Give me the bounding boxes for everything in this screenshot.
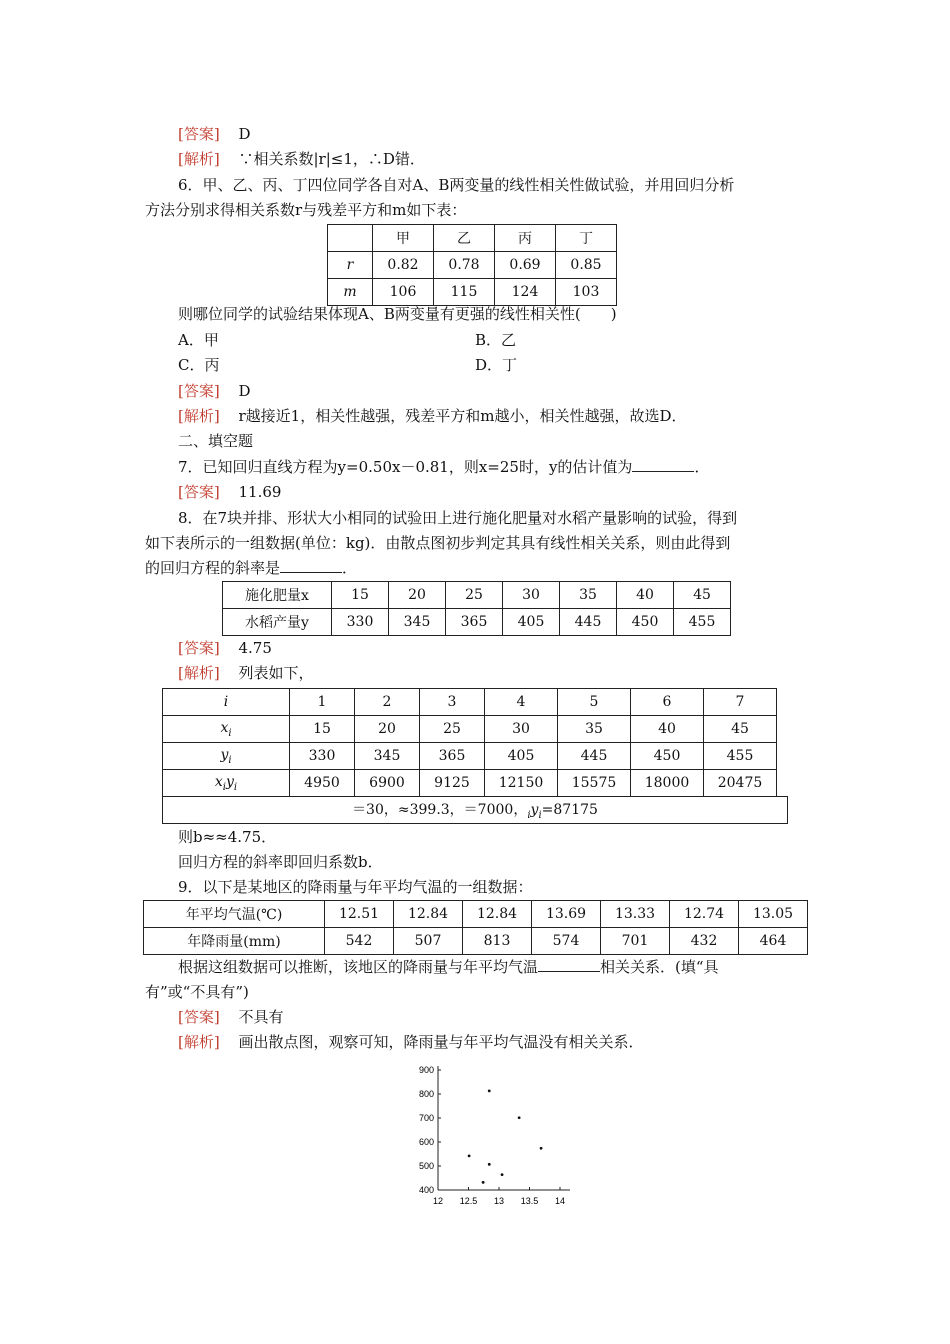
q6-answer-line bbox=[178, 381, 251, 401]
table-cell: 12.84 bbox=[463, 901, 532, 928]
table-cell: 13.33 bbox=[601, 901, 670, 928]
analysis-tag: [解析] bbox=[178, 407, 220, 425]
table-cell: 18000 bbox=[631, 770, 704, 797]
answer-tag: [答案] bbox=[178, 382, 220, 400]
section-heading: 二、填空题 bbox=[178, 432, 254, 450]
answer-value: D bbox=[238, 125, 251, 143]
table-cell: 9125 bbox=[420, 770, 485, 797]
q5-answer-line bbox=[178, 124, 251, 144]
table-cell: 40 bbox=[631, 716, 704, 743]
table-cell: 3 bbox=[420, 689, 485, 716]
table-cell: 106 bbox=[373, 279, 434, 306]
analysis-text: ∵相关系数|r|≤1，∴D错． bbox=[238, 150, 425, 168]
table-row bbox=[163, 716, 777, 743]
table-cell: 45 bbox=[704, 716, 777, 743]
scatter-point bbox=[482, 1181, 485, 1184]
table-cell: 年降雨量(mm) bbox=[144, 928, 325, 955]
table-row bbox=[223, 609, 731, 636]
table-cell: 15 bbox=[332, 582, 389, 609]
answer-tag: [答案] bbox=[178, 125, 220, 143]
q6-stem-line1: 6．甲、乙、丙、丁四位同学各自对A、B两变量的线性相关性做试验，并用回归分析 bbox=[178, 176, 735, 194]
q8-line3-text: 的回归方程的斜率是 bbox=[145, 559, 281, 577]
table-cell: 20 bbox=[389, 582, 446, 609]
q7-stem-end: ． bbox=[694, 458, 710, 476]
table-cell: 405 bbox=[485, 743, 558, 770]
q6-option-d: D．丁 bbox=[475, 356, 518, 374]
table-cell: 464 bbox=[739, 928, 808, 955]
table-cell: 445 bbox=[558, 743, 631, 770]
scatter-point bbox=[468, 1155, 471, 1158]
q6-option-b: B．乙 bbox=[475, 331, 517, 349]
y-tick-label: 800 bbox=[418, 1089, 434, 1099]
table-cell: 0.85 bbox=[556, 252, 617, 279]
x-tick-label: 14 bbox=[554, 1196, 566, 1206]
table-cell: 15 bbox=[290, 716, 355, 743]
q6-option-c: C．丙 bbox=[178, 356, 220, 374]
table-cell: 7 bbox=[704, 689, 777, 716]
table-row bbox=[144, 901, 808, 928]
q9-table bbox=[143, 900, 808, 955]
scatter-point bbox=[540, 1147, 543, 1150]
table-cell: 6 bbox=[631, 689, 704, 716]
y-tick-label: 500 bbox=[418, 1161, 434, 1171]
scatter-point bbox=[488, 1163, 491, 1166]
q9-stem: 9．以下是某地区的降雨量与年平均气温的一组数据： bbox=[178, 878, 533, 896]
table-row bbox=[223, 582, 731, 609]
summary-text: ＝30，≈399.3，＝7000， bbox=[352, 802, 528, 818]
q8-line3 bbox=[145, 558, 357, 578]
q9-line1-text: 根据这组数据可以推断，该地区的降雨量与年平均气温 bbox=[178, 958, 539, 976]
table-cell: 35 bbox=[558, 716, 631, 743]
answer-blank bbox=[632, 457, 694, 472]
q8-analysis-line bbox=[178, 663, 314, 683]
table-cell: 345 bbox=[355, 743, 420, 770]
table-cell: 20 bbox=[355, 716, 420, 743]
table-cell: m bbox=[328, 279, 373, 306]
summary-end: =87175 bbox=[541, 802, 598, 818]
table-cell: 12.51 bbox=[325, 901, 394, 928]
q9-line1 bbox=[178, 957, 719, 977]
q8-calc-table bbox=[162, 688, 777, 797]
answer-tag: [答案] bbox=[178, 483, 220, 501]
q8-calc-summary: ＝30，≈399.3，＝7000，$_iy_i=87175$ bbox=[162, 796, 788, 824]
table-cell: 330 bbox=[332, 609, 389, 636]
table-cell: 345 bbox=[389, 609, 446, 636]
table-cell: 455 bbox=[704, 743, 777, 770]
x-tick-label: 12.5 bbox=[459, 1196, 478, 1206]
x-tick-label: 12 bbox=[432, 1196, 444, 1206]
table-cell: 丙 bbox=[495, 225, 556, 252]
table-row bbox=[328, 279, 617, 306]
table-cell: 115 bbox=[434, 279, 495, 306]
answer-blank bbox=[538, 957, 600, 972]
table-cell: 甲 bbox=[373, 225, 434, 252]
table-cell: $x_iy_i$ bbox=[163, 770, 290, 797]
analysis-text: r越接近1，相关性越强，残差平方和m越小，相关性越强，故选D． bbox=[238, 407, 687, 425]
q6-option-a: A．甲 bbox=[178, 331, 219, 349]
answer-blank bbox=[280, 558, 342, 573]
q7-stem-line bbox=[178, 457, 709, 477]
q9-answer-line bbox=[178, 1007, 284, 1027]
x-tick-label: 13.5 bbox=[520, 1196, 539, 1206]
q9-line2: 有”或“不具有”) bbox=[145, 983, 249, 1001]
table-cell: 365 bbox=[420, 743, 485, 770]
q9-line1-end: 相关关系．(填“具 bbox=[600, 958, 719, 976]
answer-value: 4.75 bbox=[238, 639, 272, 657]
analysis-tag: [解析] bbox=[178, 150, 220, 168]
table-cell: 124 bbox=[495, 279, 556, 306]
table-cell: 4 bbox=[485, 689, 558, 716]
table-row bbox=[163, 689, 777, 716]
table-cell: 30 bbox=[485, 716, 558, 743]
q8-result2: 回归方程的斜率即回归系数b． bbox=[178, 853, 383, 871]
table-cell: 5 bbox=[558, 689, 631, 716]
table-cell: 0.78 bbox=[434, 252, 495, 279]
table-row bbox=[163, 770, 777, 797]
table-row bbox=[328, 252, 617, 279]
table-cell: i bbox=[163, 689, 290, 716]
y-tick-label: 900 bbox=[418, 1065, 434, 1075]
y-tick-label: 400 bbox=[418, 1185, 434, 1195]
table-cell: 450 bbox=[631, 743, 704, 770]
table-cell: 20475 bbox=[704, 770, 777, 797]
x-tick-label: 13 bbox=[493, 1196, 505, 1206]
table-cell: 25 bbox=[446, 582, 503, 609]
q8-result1: 则b≈≈4.75． bbox=[178, 828, 277, 846]
table-cell: 445 bbox=[560, 609, 617, 636]
table-cell: $y_i$ bbox=[163, 743, 290, 770]
table-cell: 455 bbox=[674, 609, 731, 636]
scatter-point bbox=[501, 1173, 504, 1176]
table-header-row bbox=[328, 225, 617, 252]
q6-analysis-line bbox=[178, 406, 686, 426]
q6-stem-line2: 方法分别求得相关系数r与残差平方和m如下表： bbox=[145, 201, 467, 219]
y-tick-label: 700 bbox=[418, 1113, 434, 1123]
q7-stem: 7．已知回归直线方程为y=0.50x－0.81，则x=25时，y的估计值为 bbox=[178, 458, 633, 476]
table-cell: 12.74 bbox=[670, 901, 739, 928]
table-cell: 水稻产量y bbox=[223, 609, 332, 636]
table-row bbox=[163, 743, 777, 770]
table-cell: 乙 bbox=[434, 225, 495, 252]
table-cell: 813 bbox=[463, 928, 532, 955]
analysis-tag: [解析] bbox=[178, 1033, 220, 1051]
table-cell: 507 bbox=[394, 928, 463, 955]
scatter-point bbox=[518, 1116, 521, 1119]
table-cell: 2 bbox=[355, 689, 420, 716]
table-cell: 施化肥量x bbox=[223, 582, 332, 609]
table-cell: r bbox=[328, 252, 373, 279]
table-cell: 432 bbox=[670, 928, 739, 955]
table-cell: 丁 bbox=[556, 225, 617, 252]
table-cell: 330 bbox=[290, 743, 355, 770]
table-cell: 12.84 bbox=[394, 901, 463, 928]
table-cell: 542 bbox=[325, 928, 394, 955]
table-cell: $x_i$ bbox=[163, 716, 290, 743]
table-cell: 1 bbox=[290, 689, 355, 716]
q7-answer-line bbox=[178, 482, 281, 502]
table-cell: 35 bbox=[560, 582, 617, 609]
answer-tag: [答案] bbox=[178, 1008, 220, 1026]
scatter-plot bbox=[400, 1060, 590, 1220]
q8-line1: 8．在7块并排、形状大小相同的试验田上进行施化肥量对水稻产量影响的试验，得到 bbox=[178, 509, 738, 527]
q9-analysis-line bbox=[178, 1032, 644, 1052]
table-cell: 405 bbox=[503, 609, 560, 636]
answer-value: D bbox=[238, 382, 251, 400]
table-cell: 30 bbox=[503, 582, 560, 609]
table-cell: 4950 bbox=[290, 770, 355, 797]
table-cell: 0.82 bbox=[373, 252, 434, 279]
table-cell: 13.69 bbox=[532, 901, 601, 928]
table-cell: 13.05 bbox=[739, 901, 808, 928]
table-cell: 15575 bbox=[558, 770, 631, 797]
table-cell bbox=[328, 225, 373, 252]
table-cell: 574 bbox=[532, 928, 601, 955]
q6-question: 则哪位同学的试验结果体现A、B两变量有更强的线性相关性( ) bbox=[178, 305, 617, 323]
q5-analysis-line bbox=[178, 149, 425, 169]
table-cell: 450 bbox=[617, 609, 674, 636]
analysis-tag: [解析] bbox=[178, 664, 220, 682]
analysis-text: 列表如下， bbox=[238, 664, 314, 682]
q8-line3-end: ． bbox=[342, 559, 358, 577]
analysis-text: 画出散点图，观察可知，降雨量与年平均气温没有相关关系． bbox=[238, 1033, 644, 1051]
table-cell: 103 bbox=[556, 279, 617, 306]
answer-value: 不具有 bbox=[238, 1008, 284, 1026]
answer-tag: [答案] bbox=[178, 639, 220, 657]
table-row bbox=[144, 928, 808, 955]
answer-value: 11.69 bbox=[238, 483, 282, 501]
q8-table bbox=[222, 581, 731, 636]
table-cell: 年平均气温(℃) bbox=[144, 901, 325, 928]
y-tick-label: 600 bbox=[418, 1137, 434, 1147]
table-cell: 365 bbox=[446, 609, 503, 636]
q6-table bbox=[327, 224, 617, 306]
table-cell: 45 bbox=[674, 582, 731, 609]
q8-answer-line bbox=[178, 638, 272, 658]
scatter-point bbox=[488, 1089, 491, 1092]
table-cell: 40 bbox=[617, 582, 674, 609]
q8-line2: 如下表所示的一组数据(单位：kg)．由散点图初步判定其具有线性相关关系，则由此得到 bbox=[145, 534, 731, 552]
table-cell: 25 bbox=[420, 716, 485, 743]
table-cell: 6900 bbox=[355, 770, 420, 797]
table-cell: 701 bbox=[601, 928, 670, 955]
table-cell: 12150 bbox=[485, 770, 558, 797]
table-cell: 0.69 bbox=[495, 252, 556, 279]
